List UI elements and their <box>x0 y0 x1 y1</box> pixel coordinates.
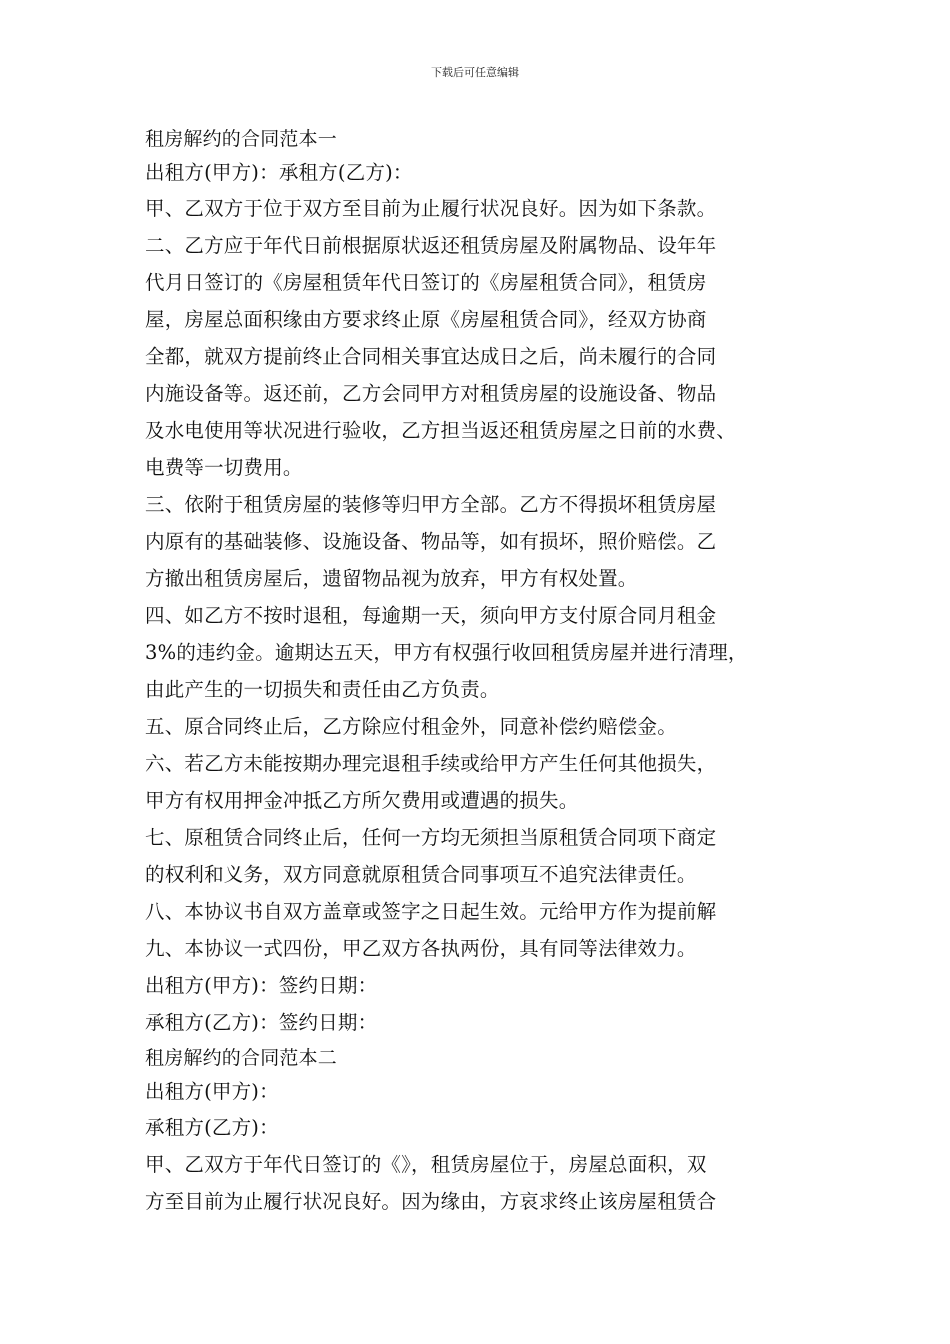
paragraph-line: 及水电使用等状况进行验收，乙方担当返还租赁房屋之日前的水费、 <box>145 419 737 442</box>
parties-line: 出租方(甲方)：承租方(乙方)： <box>145 161 413 184</box>
paragraph-line: 五、原合同终止后，乙方除应付租金外，同意补偿约赔偿金。 <box>145 715 677 738</box>
section-title-1: 租房解约的合同范本一 <box>145 128 338 150</box>
signature-line-lessee: 承租方(乙方)：签约日期： <box>145 1011 378 1034</box>
paragraph-line: 七、原租赁合同终止后，任何一方均无须担当原租赁合同项下商定 <box>145 826 717 849</box>
paragraph-line: 屋，房屋总面积缘由方要求终止原《房屋租赁合同》，经双方协商 <box>145 308 707 331</box>
paragraph-line: 电费等一切费用。 <box>145 456 303 479</box>
lessee-line: 承租方(乙方)： <box>145 1116 279 1139</box>
paragraph-line: 二、乙方应于年代日前根据原状返还租赁房屋及附属物品、设年年 <box>145 234 717 257</box>
paragraph-line: 全都，就双方提前终止合同相关事宜达成日之后，尚未履行的合同 <box>145 345 717 368</box>
page-header: 下载后可任意编辑 <box>431 66 519 79</box>
paragraph-line: 3%的违约金。逾期达五天，甲方有权强行收回租赁房屋并进行清理， <box>145 641 748 664</box>
paragraph-line: 内施设备等。返还前，乙方会同甲方对租赁房屋的设施设备、物品 <box>145 382 717 405</box>
paragraph-line: 四、如乙方不按时退租，每逾期一天，须向甲方支付原合同月租金 <box>145 604 717 627</box>
paragraph-line: 由此产生的一切损失和责任由乙方负责。 <box>145 678 500 701</box>
paragraph-line: 的权利和义务，双方同意就原租赁合同事项互不追究法律责任。 <box>145 863 697 886</box>
paragraph-line: 八、本协议书自双方盖章或签字之日起生效。元给甲方作为提前解 <box>145 900 717 923</box>
section-title-2: 租房解约的合同范本二 <box>145 1047 338 1069</box>
paragraph-line: 甲方有权用押金冲抵乙方所欠费用或遭遇的损失。 <box>145 789 579 812</box>
paragraph-line: 六、若乙方未能按期办理完退租手续或给甲方产生任何其他损失， <box>145 752 717 775</box>
paragraph-line: 方撤出租赁房屋后，遗留物品视为放弃，甲方有权处置。 <box>145 567 638 590</box>
signature-line-lessor: 出租方(甲方)：签约日期： <box>145 974 378 997</box>
lessor-line: 出租方(甲方)： <box>145 1080 279 1103</box>
paragraph-line: 甲、乙双方于位于双方至目前为止履行状况良好。因为如下条款。 <box>145 197 717 220</box>
paragraph-line: 甲、乙双方于年代日签订的《》，租赁房屋位于，房屋总面积，双 <box>145 1153 707 1176</box>
paragraph-line: 内原有的基础装修、设施设备、物品等，如有损坏，照价赔偿。乙 <box>145 530 717 553</box>
paragraph-line: 方至目前为止履行状况良好。因为缘由，方哀求终止该房屋租赁合 <box>145 1190 717 1213</box>
paragraph-line: 三、依附于租赁房屋的装修等归甲方全部。乙方不得损坏租赁房屋 <box>145 493 717 516</box>
document-body <box>145 122 825 1220</box>
paragraph-line: 代月日签订的《房屋租赁年代日签订的《房屋租赁合同》，租赁房 <box>145 271 707 294</box>
paragraph-line: 九、本协议一式四份，甲乙双方各执两份，具有同等法律效力。 <box>145 937 697 960</box>
